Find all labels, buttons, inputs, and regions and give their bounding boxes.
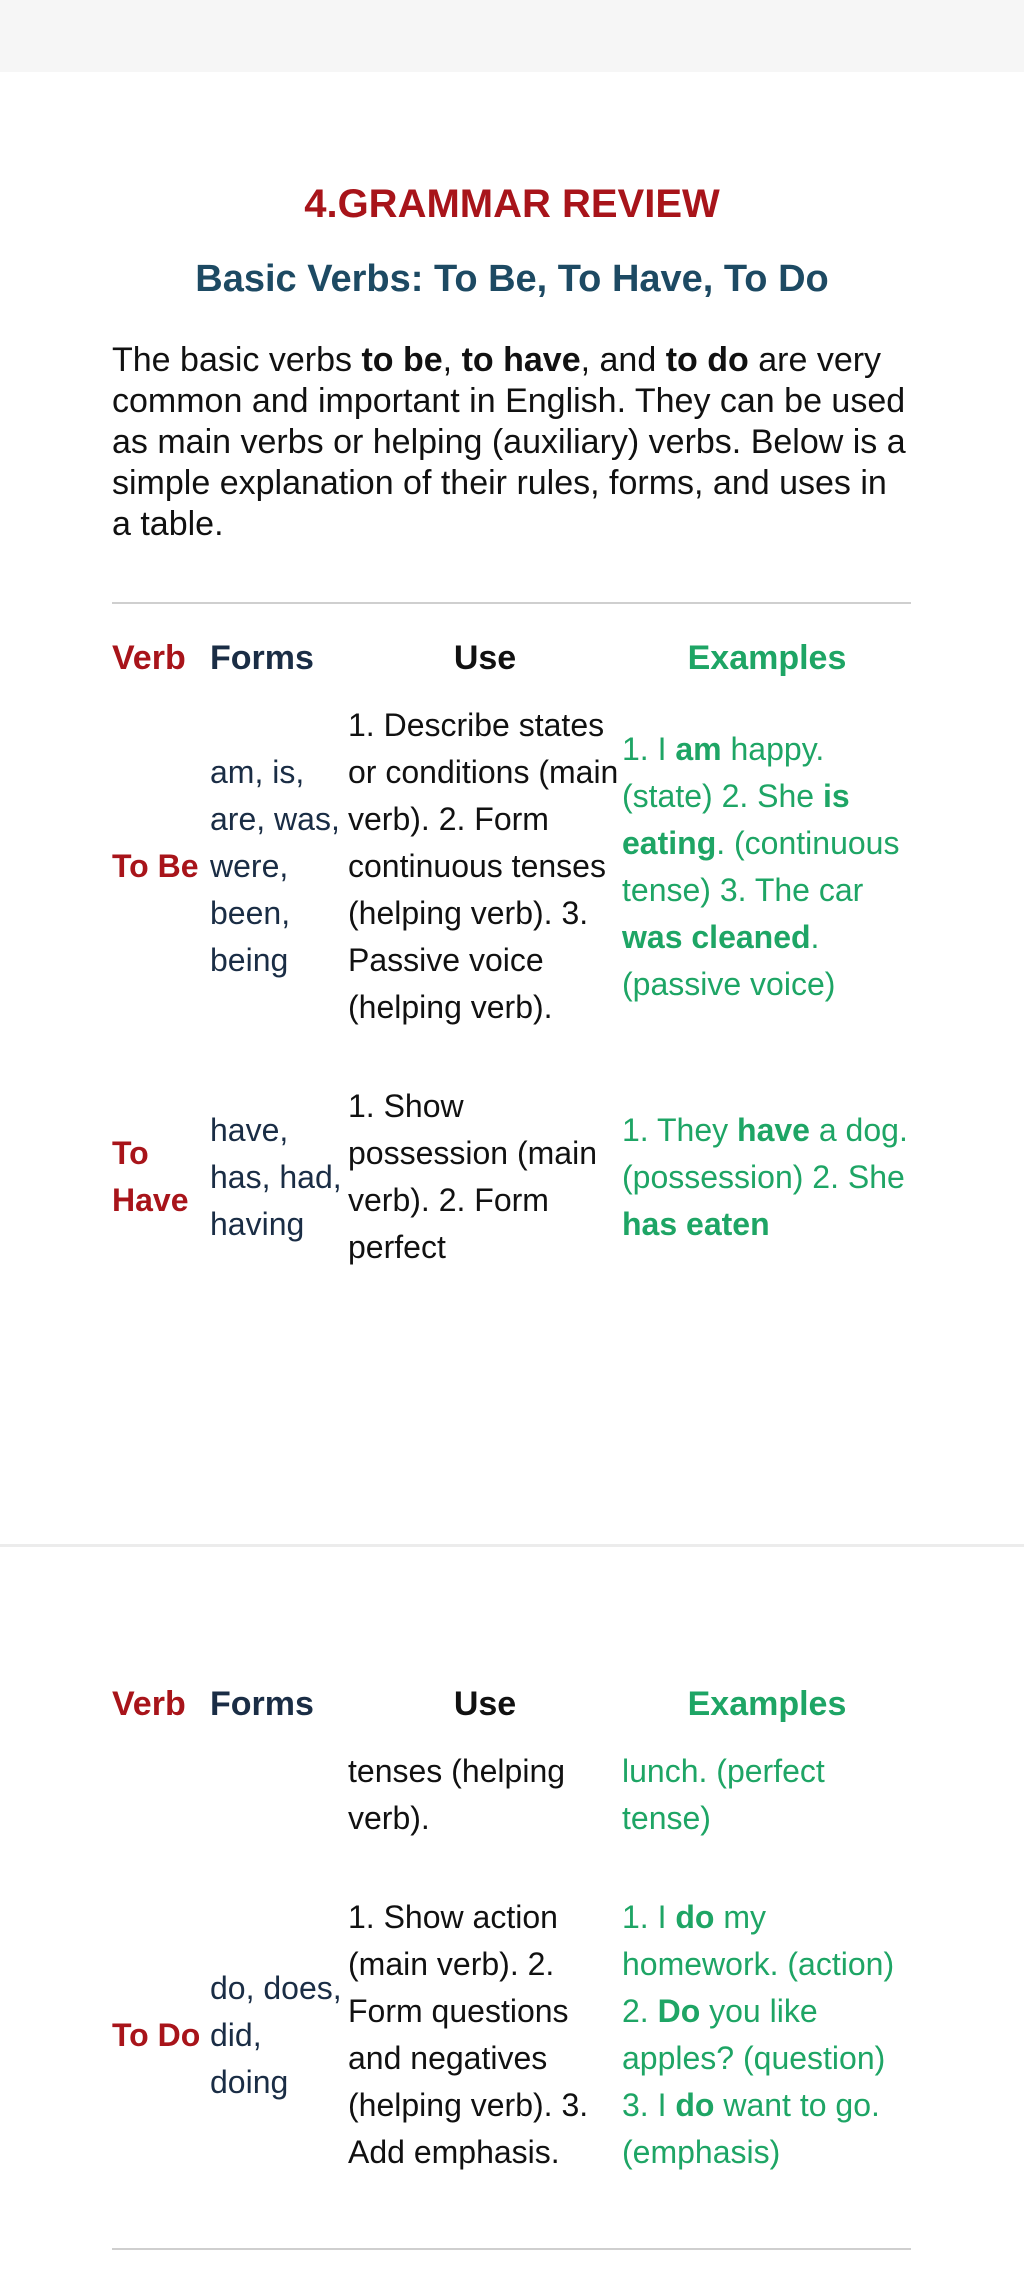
page-title: 4.GRAMMAR REVIEW [304,182,720,226]
page-subtitle: Basic Verbs: To Be, To Have, To Do [195,258,829,300]
examples-cell [622,1075,912,1279]
section-rule-bottom [112,2248,911,2250]
text-segment: , [442,341,462,379]
text-segment: a dog. (possession) 2. She [622,1111,908,1195]
text-segment: happy. (state) 2. She [622,730,825,814]
header-forms: Forms [210,638,314,677]
examples-cell [622,694,912,1039]
bold-text: have [737,1111,810,1148]
bold-text: to be [361,341,443,379]
header-forms: Forms [210,1684,314,1723]
forms-cell: am, is, are, was, were, been, being [210,754,340,978]
intro-paragraph [112,340,912,545]
table-row-to-have [112,1075,912,1279]
verb-table-page-2 [112,1668,912,2184]
verb-cell: To Be [112,848,199,884]
verb-table-page-1 [112,622,912,1279]
text-segment: want to go. (emphasis) [622,2087,880,2170]
page-break-divider [0,1544,1024,1547]
forms-cell [210,1740,348,1850]
bold-text: do [675,2087,715,2123]
header-use: Use [453,638,517,677]
forms-cell: do, does, did, doing [210,1969,342,2100]
text-segment: . (passive voice) [622,918,836,1002]
row-spacer [112,1850,912,1886]
verb-cell: To Do [112,2016,201,2053]
use-cell: 1. Show action (main verb). 2. Form questions and negatives (helping verb). 3. Add emphasis. [348,1899,589,2170]
text-segment: 1. They [622,1111,738,1148]
table-row-to-do [112,1886,912,2184]
examples-cell [622,1886,912,2184]
header-verb: Verb [112,638,186,677]
bold-text: is eating [622,777,850,861]
text-segment: 1. I [622,1899,676,1935]
header-verb: Verb [112,1684,186,1723]
header-examples: Examples [687,1684,847,1723]
use-cell: 1. Show possession (main verb). 2. Form perfect [348,1088,597,1265]
table-header-row [112,622,912,694]
bold-text: to have [461,341,581,379]
forms-cell: have, has, had, having [210,1111,342,1242]
examples-cell [622,1740,912,1850]
text-segment: are very common and important in English. They can be used as main verbs or helping (auxiliary) verbs. Below is a simple explanation of their rules, forms, and uses in a table. [112,341,906,543]
table-row-to-be [112,694,912,1039]
header-use: Use [453,1684,517,1723]
row-spacer [112,1039,912,1075]
section-rule-top [112,602,911,604]
bold-text: do [675,1899,715,1935]
bold-text: has eaten [622,1205,770,1242]
text-segment: . (continuous tense) 3. The car [622,824,900,908]
text-segment: The basic verbs [112,341,362,379]
bold-text: was cleaned [622,918,811,955]
verb-cell [112,1740,210,1850]
text-segment: 1. I [622,730,676,767]
table-row-to-have-continued [112,1740,912,1850]
bold-text: am [675,730,722,767]
table-header-row [112,1668,912,1740]
text-segment: you like apples? (question) 3. I [622,1993,886,2123]
text-segment: , and [580,341,666,379]
use-cell: 1. Describe states or conditions (main verb). 2. Form continuous tenses (helping verb). 3. Passive voice (helping verb). [348,707,619,1025]
bold-text: to do [665,341,749,379]
text-segment: my homework. (action) 2. [622,1899,895,2029]
use-cell: tenses (helping verb). [348,1753,566,1836]
header-examples: Examples [687,638,847,677]
top-bar [0,0,1024,72]
bold-text: Do [657,1993,701,2029]
text-segment: lunch. (perfect tense) [622,1753,825,1836]
verb-cell: To Have [112,1135,189,1218]
